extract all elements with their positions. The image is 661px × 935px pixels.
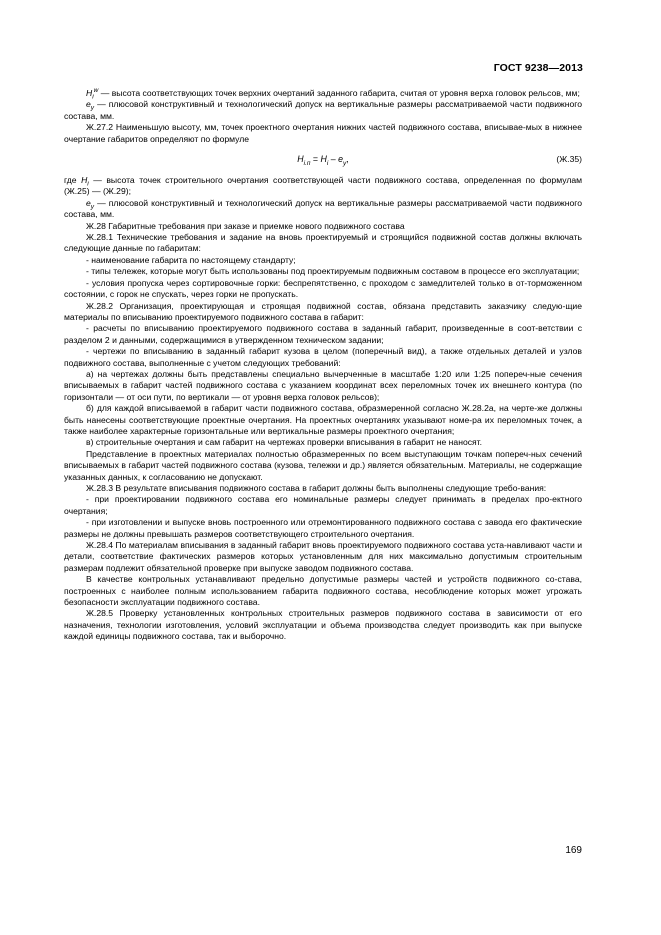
list-item: - при изготовлении и выпуске вновь построенного или отремонтированного подвижного состава с завода его фактические размеры не должны превышать размеров соответствующего строительного очертания. [64, 517, 582, 539]
document-code: ГОСТ 9238—2013 [493, 62, 583, 74]
document-body [64, 88, 582, 643]
paragraph: В качестве контрольных устанавливают предельно допустимые размеры частей и устройств подвижного со-става, построенных с наиболее полным использованием габарита подвижного состава, несоблюдение которых может угрожать безопасности эксплуатации подвижного состава. [64, 574, 582, 608]
list-item: а) на чертежах должны быть представлены специально вычерченные в масштабе 1:20 или 1:25 попереч-ные сечения вписываемых в габарит частей подвижного состава с указанием координат всех переломных точек их внешнего контура (по горизонтали — от оси пути, по вертикали — от уровня верха головок рельсов); [64, 368, 582, 402]
definition-hi: где $H_i$ — высота точек строительного очертания соответствующей части подвижного состава, определенная по формулам (Ж.25) — (Ж.29); [64, 175, 583, 197]
list-item: - типы тележек, которые могут быть использованы под проектируемым подвижным составом в процессе его эксплуатации; [86, 266, 580, 277]
page-number: 169 [565, 845, 582, 856]
paragraph: Представление в проектных материалах полностью образмеренных по всем выступающим точкам попереч-ных сечений вписываемых в габарит частей подвижного состава (кузова, тележки и др.) является обязательным. Материалы, не содержащие указанных данных, к согласованию не допускают. [64, 448, 582, 482]
formula-expression: $H_{i.п} = H_i - e_y$, [297, 154, 349, 167]
paragraph-zh-27-2: Ж.27.2 Наименьшую высоту, мм, точек проектного очертания нижних частей подвижного состава, вписывае-мых в нижнее очертание габаритов определяют по формуле [64, 122, 582, 144]
symbol-hiw: $H_i^w$ [86, 87, 99, 101]
definition-ey-2: $e_y$ — плюсовой конструктивный и технологический допуск на вертикальные размеры рассматриваемой части подвижного состава, мм. [64, 197, 583, 220]
symbol-hi: $H_i$ [81, 175, 89, 188]
paragraph-zh-28-5: Ж.28.5 Проверку установленных контрольных строительных размеров подвижного состава в зависимости от его назначения, технологии изготовления, условий эксплуатации и объема производства следует производить как при выпуске каждой единицы подвижного состава, так и выборочно. [64, 608, 582, 642]
paragraph-zh-28-2: Ж.28.2 Организация, проектирующая и строящая подвижной состав, обязана представить заказчику следую-щие материалы по вписыванию проектируемого подвижного состава в габарит: [64, 300, 582, 322]
list-item: в) строительные очертания и сам габарит на чертежах проверки вписывания в габарит не наносят. [86, 437, 483, 448]
formula-zh-35 [64, 149, 582, 173]
list-item: б) для каждой вписываемой в габарит части подвижного состава, образмеренной согласно Ж.28.2а, на черте-же должны быть нанесены соответствующие проектные очертания. На проектных очертаниях указывают номе-ра их переломных точек, а также наиболее характерные горизонтальные или вертикальные размеры проектного очертания; [64, 403, 582, 436]
list-item: - условия пропуска через сортировочные горки: беспрепятственно, с проходом с замедлителей только в от-торможенном состоянии, с горок не спускать, через горки не пропускать. [64, 277, 582, 300]
definition-hiw: $H_i^w$ — высота соответствующих точек верхних очертаний заданного габарита, считая от уровня верха головок рельсов, мм; [86, 87, 580, 101]
list-item: - чертежи по вписыванию в заданный габарит кузова в целом (поперечный вид), а также отдельных деталей и узлов подвижного состава, выполненные с учетом следующих требований: [64, 346, 582, 368]
definition-ey: $e_y$ — плюсовой конструктивный и технологический допуск на вертикальные размеры рассматриваемой части подвижного состава, мм. [64, 99, 583, 121]
list-item: - расчеты по вписыванию проектируемого подвижного состава в заданный габарит, произведенные в соот-ветствии с разделом 2 и данными, содержащимися в утвержденном техническом задании; [64, 323, 582, 345]
list-item: - при проектировании подвижного состава его номинальные размеры следует принимать в пределах про-ектного очертания; [64, 494, 582, 516]
paragraph-zh-28-1: Ж.28.1 Технические требования и задание на вновь проектируемый и строящийся подвижной состав должны включать следующие данные по габаритам: [64, 232, 582, 254]
list-item: - наименование габарита по настоящему стандарту; [86, 254, 296, 265]
formula-number: (Ж.35) [556, 154, 582, 165]
paragraph-zh-28-3: Ж.28.3 В результате вписывания подвижного состава в габарит должны быть выполнены следующие требо-вания: [86, 483, 547, 493]
section-heading-zh-28: Ж.28 Габаритные требования при заказе и приемке нового подвижного состава [86, 220, 405, 231]
paragraph-zh-28-4: Ж.28.4 По материалам вписывания в заданный габарит вновь проектируемого подвижного состава уста-навливают части и детали, соответствие фактических размеров которых установленным для них максимально допустимым строительным размерам подлежит обязательной проверке при выпуске заводом подвижного состава. [64, 540, 582, 573]
symbol-ey: $e_y$ [86, 99, 95, 113]
symbol-ey-2: $e_y$ [86, 197, 95, 211]
